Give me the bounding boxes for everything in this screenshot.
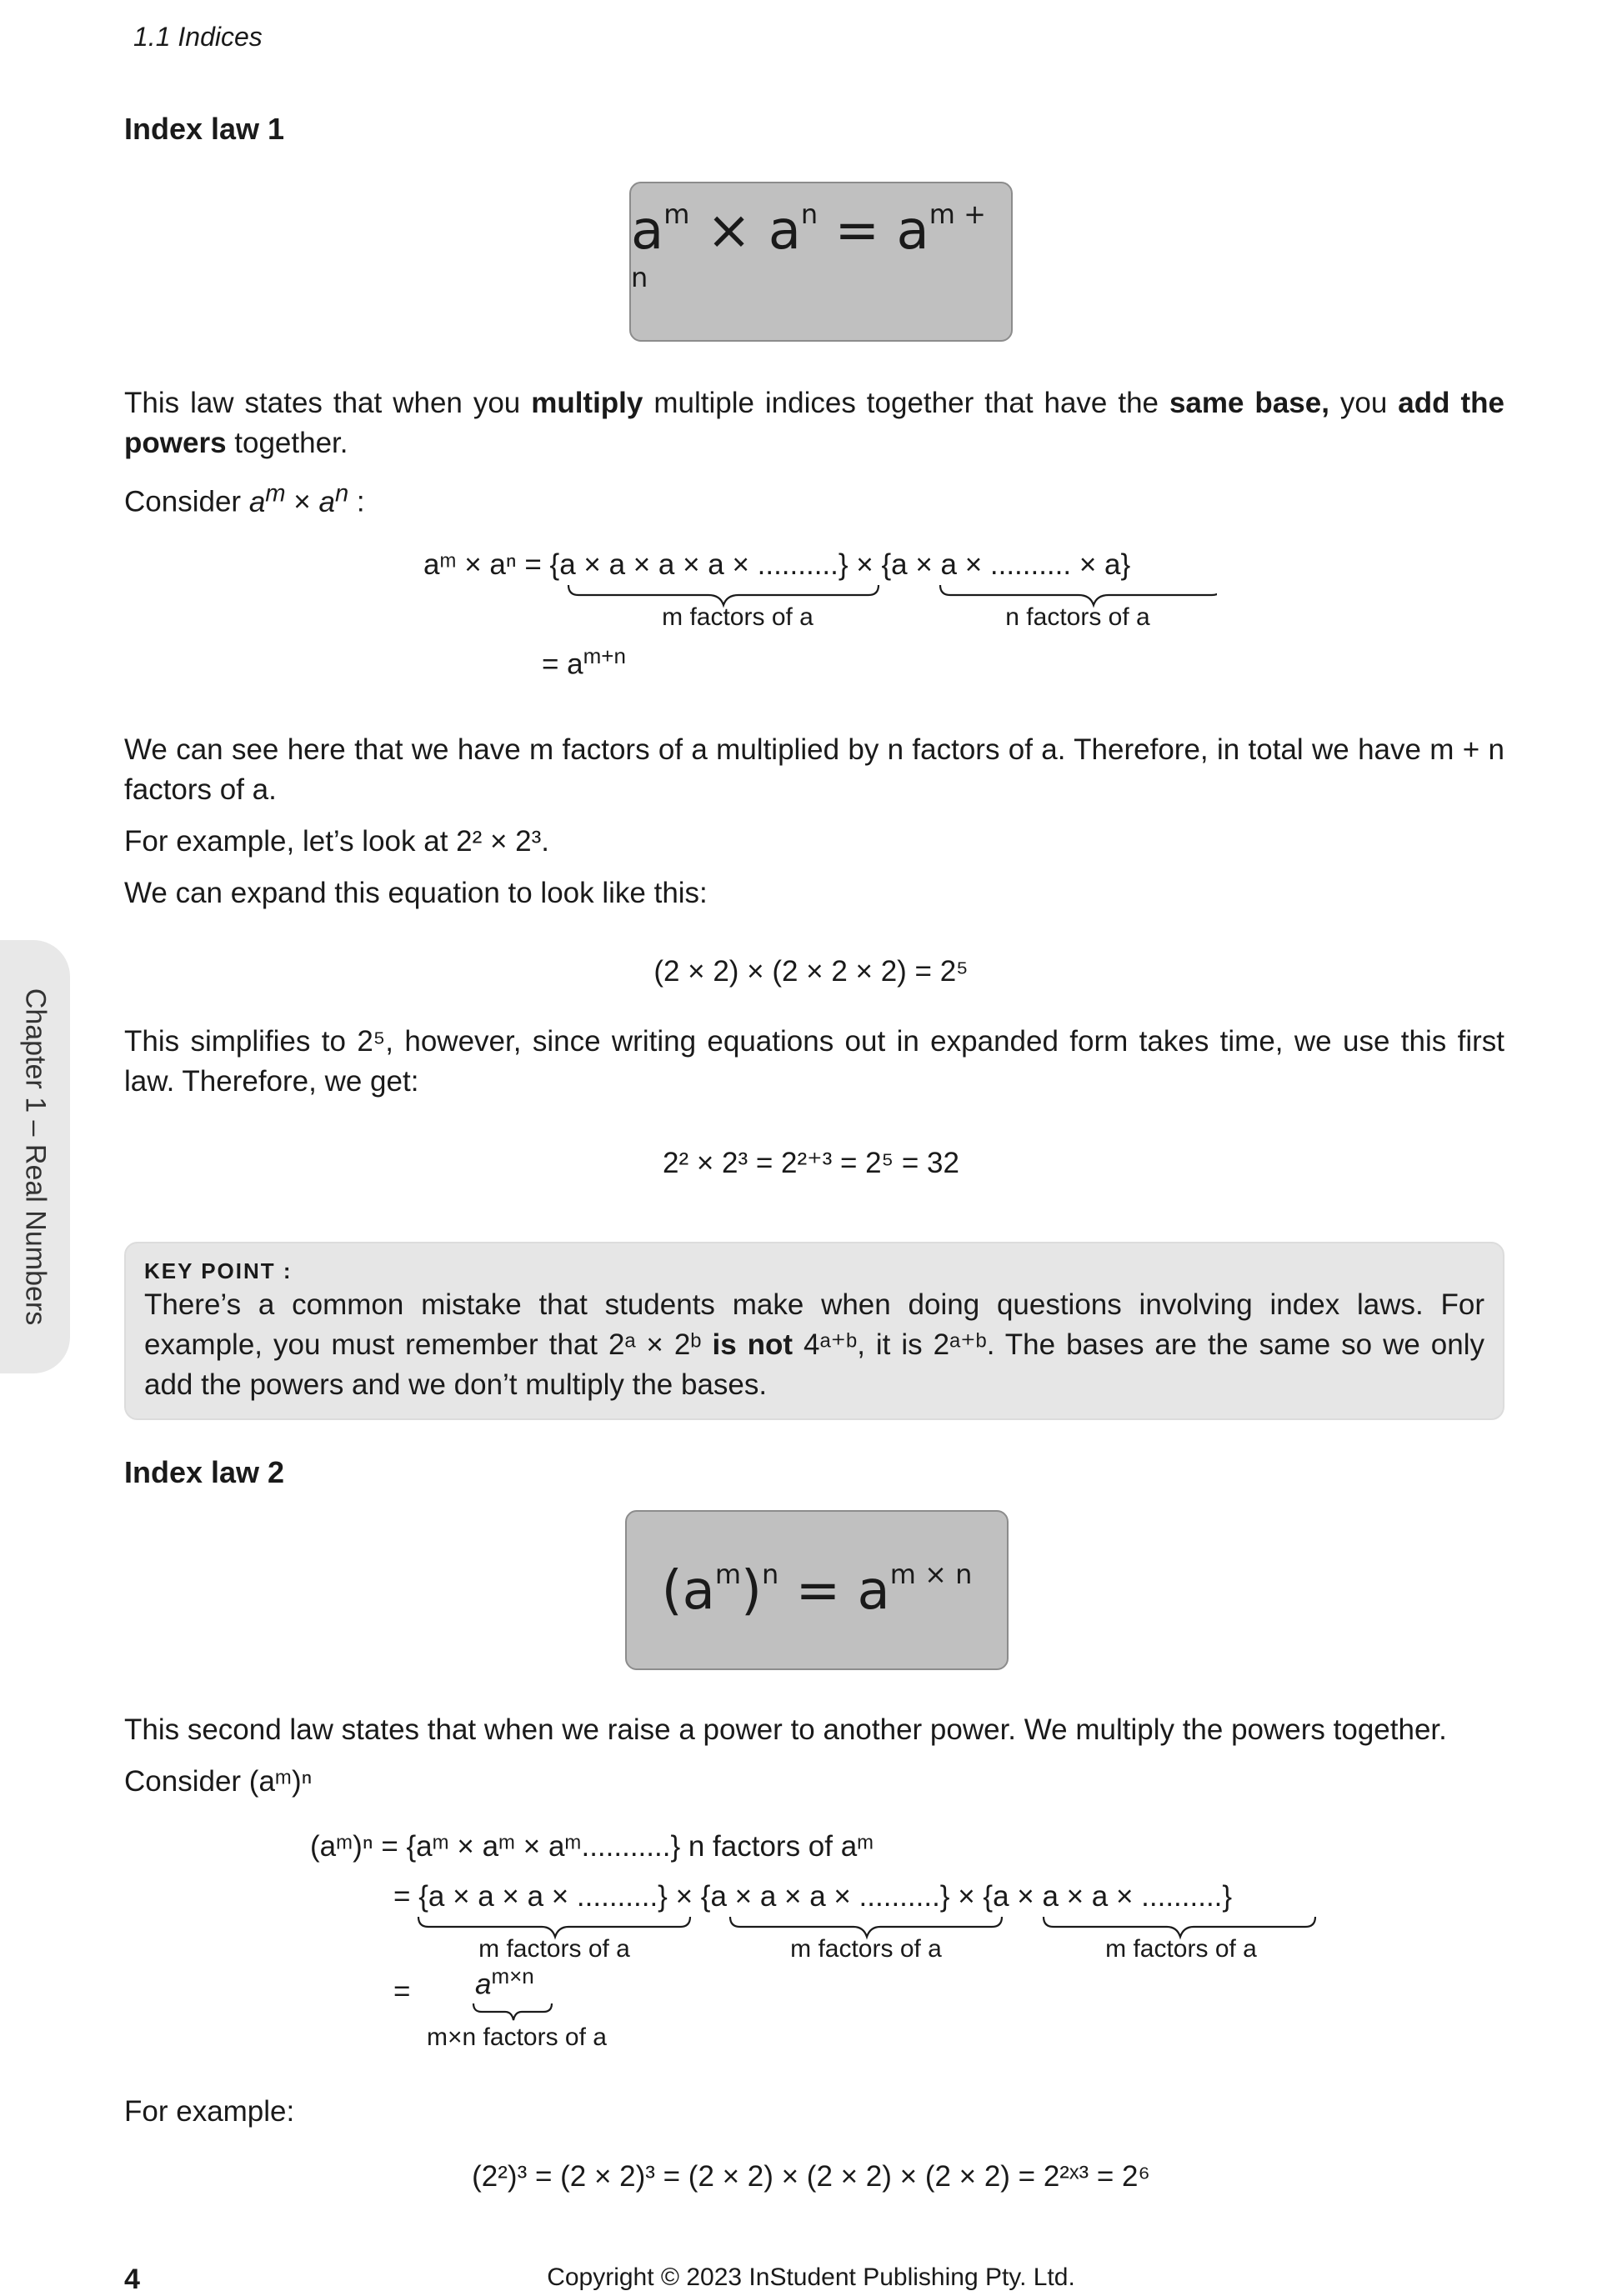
law2-description	[124, 1710, 1504, 1817]
law1-expansion: aᵐ × aⁿ = {a × a × a × a × ..........} × {a × a × .......... × a}	[423, 548, 1131, 581]
law2-label-mn: m×n factors of a	[427, 2023, 607, 2051]
law1-para5: This simplifies to 2⁵, however, since writing equations out in expanded form takes time, we use this first law. Therefore, we get:	[124, 1025, 1504, 1098]
running-head: 1.1 Indices	[133, 22, 263, 52]
law2-brace-1	[418, 1917, 690, 1937]
chapter-side-tab-label: Chapter 1 – Real Numbers	[19, 988, 52, 1326]
law1-group-n: {a × a × .......... × a}	[881, 548, 1131, 581]
law1-group-m: {a × a × a × a × ..........}	[549, 548, 849, 581]
law2-example: (2²)³ = (2 × 2)³ = (2 × 2) × (2 × 2) × (2 × 2) = 2²ˣ³ = 2⁶	[472, 2160, 1150, 2193]
law2-formula: $(a^m)^n = a^{m \times n}$	[661, 1558, 973, 1622]
copyright-notice: Copyright © 2023 InStudent Publishing Pty. Ltd.	[547, 2263, 1075, 2291]
law2-para1: This second law states that when we raise a power to another power. We multiply the powers together.	[124, 1713, 1447, 1746]
law2-label-m-1: m factors of a	[478, 1935, 630, 1963]
law1-para2: We can see here that we have m factors of a multiplied by n factors of a. Therefore, in total we have m + n factors of a.	[124, 733, 1504, 806]
law2-label-m-3: m factors of a	[1105, 1935, 1257, 1963]
law2-brace-2	[730, 1917, 1002, 1937]
law1-brace-n	[940, 585, 1217, 605]
law1-para4: We can expand this equation to look like this:	[124, 877, 708, 909]
law1-label-m: m factors of a	[662, 603, 814, 631]
law2-heading: Index law 2	[124, 1455, 285, 1489]
law1-para3: For example, let’s look at 2² × 2³.	[124, 825, 549, 858]
law2-line1: (aᵐ)ⁿ = {aᵐ × aᵐ × aᵐ...........} n factors of aᵐ	[310, 1830, 874, 1863]
page-number: 4	[124, 2263, 140, 2295]
law1-example-result: 2² × 2³ = 2²⁺³ = 2⁵ = 32	[663, 1147, 959, 1179]
law1-heading: Index law 1	[124, 112, 285, 146]
law2-line2: = {a × a × a × ..........} × {a × a × a × ..........} × {a × a × a × ..........}	[393, 1880, 1233, 1913]
law1-formula: $a^m \times a^n = a^{m + n}$	[631, 198, 986, 293]
law2-for-example: For example:	[124, 2095, 295, 2128]
law2-brace-3	[1044, 1917, 1315, 1937]
law1-explanation	[124, 730, 1504, 928]
law1-formula-box	[629, 182, 1013, 342]
law2-consider: Consider (aᵐ)ⁿ	[124, 1765, 313, 1798]
law2-group-1: {a × a × a × ..........}	[418, 1880, 668, 1913]
law1-label-n: n factors of a	[1005, 603, 1150, 631]
key-point-text: There’s a common mistake that students make when doing questions involving index laws. For example, you must remember that 2ᵃ × 2ᵇ is not 4ᵃ⁺ᵇ, it is 2ᵃ⁺ᵇ. The bases are the same so we only add the powers and we don’t multiply the bases.	[144, 1288, 1484, 1401]
law2-line3-eq: =	[393, 1975, 411, 2008]
law2-label-m-2: m factors of a	[790, 1935, 942, 1963]
law2-brace-mn	[472, 2002, 555, 2023]
law1-result: = $a^{m+n}$	[542, 643, 626, 681]
law2-group-3: {a × a × a × ..........}	[983, 1880, 1233, 1913]
key-point-title: KEY POINT :	[144, 1258, 293, 1283]
law1-example-expansion: (2 × 2) × (2 × 2 × 2) = 2⁵	[653, 955, 969, 988]
key-point-box	[124, 1242, 1504, 1420]
law1-description: This law states that when you multiply multiple indices together that have the same base, you add the powers together. Consider $a^m \times a^n$ :	[124, 387, 1504, 518]
law1-brace-m	[568, 585, 879, 605]
law2-formula-box	[625, 1510, 1009, 1670]
law2-line3-term: $a^{m\times n}$	[475, 1963, 534, 2001]
law2-group-2: {a × a × a × ..........}	[700, 1880, 950, 1913]
